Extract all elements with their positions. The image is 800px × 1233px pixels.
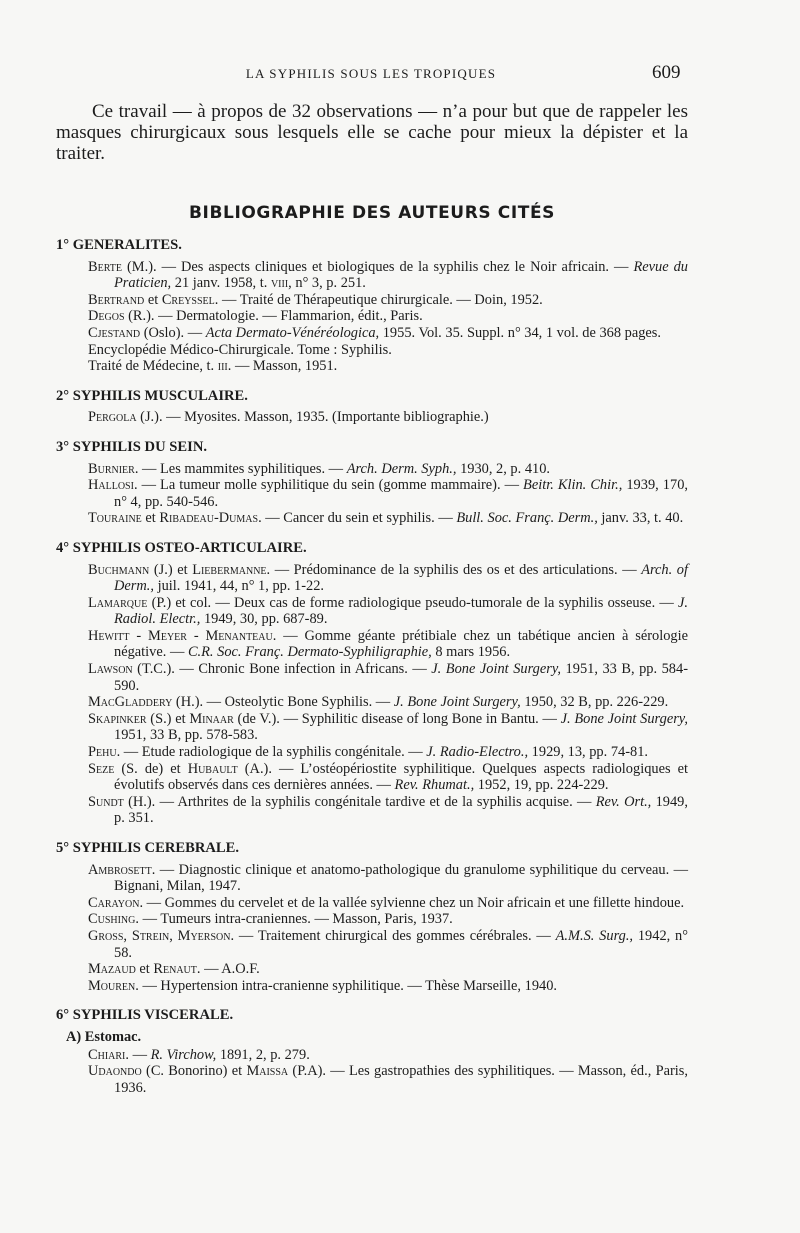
reference-entry xyxy=(88,259,688,292)
bibliography xyxy=(56,237,688,1109)
section-heading: 4° SYPHILIS OSTEO-ARTICULAIRE. xyxy=(56,539,307,556)
reference-entry xyxy=(88,325,688,342)
section-subheading: A) Estomac. xyxy=(66,1028,142,1045)
bibliography-section xyxy=(56,540,688,827)
reference-text: 21 janv. 1958, t. xyxy=(171,275,271,292)
page-number: 609 xyxy=(652,62,681,83)
reference-entry xyxy=(88,461,688,478)
reference-text: . — Hypertension intra-cranienne syphilitique. — Thèse Marseille, 1940. xyxy=(135,977,558,994)
reference-text: 1939, 170, n° 4, pp. 540-546. xyxy=(114,477,688,510)
reference-author: MacGladdery xyxy=(88,694,173,711)
section-heading: 6° SYPHILIS VISCERALE. xyxy=(56,1007,234,1024)
reference-author: Maissa xyxy=(246,1063,289,1080)
reference-author: Ambrosett xyxy=(88,861,152,878)
reference-text: , n° 3, p. 251. xyxy=(288,275,366,292)
reference-journal: J. Radiol. Electr., xyxy=(114,594,688,628)
reference-author: Hallosi xyxy=(88,477,134,494)
reference-text: (de V.). — Syphilitic disease of long Bone in Bantu. — xyxy=(233,710,561,727)
reference-text: Encyclopédie Médico-Chirurgicale. Tome : Syphilis. xyxy=(88,341,392,358)
intro-paragraph xyxy=(56,101,688,164)
reference-text: . — xyxy=(125,1046,151,1063)
reference-entry xyxy=(88,292,688,309)
reference-entry xyxy=(88,562,688,595)
reference-text: Traité de Médecine, t. xyxy=(88,358,218,375)
reference-journal: Revue du Praticien, xyxy=(114,258,688,292)
reference-author: Touraine xyxy=(88,510,142,527)
reference-journal: J. Bone Joint Surgery, xyxy=(393,694,521,711)
reference-text: . — Traitement chirurgical des gommes cérébrales. — xyxy=(230,927,556,944)
reference-text: (S.) et xyxy=(146,710,190,727)
reference-entry xyxy=(88,628,688,661)
reference-author: Chiari xyxy=(88,1046,126,1063)
reference-text: . — Les mammites syphilitiques. — xyxy=(134,460,347,477)
reference-author: Cushing xyxy=(88,911,136,928)
reference-journal: A.M.S. Surg., xyxy=(555,927,634,944)
reference-journal: Rev. Rhumat., xyxy=(394,777,475,794)
reference-journal: Rev. Ort., xyxy=(595,793,652,810)
section-heading: 5° SYPHILIS CEREBRALE. xyxy=(56,840,240,856)
reference-text: et xyxy=(144,291,162,308)
reference-entry xyxy=(88,358,688,375)
reference-entry xyxy=(88,694,688,711)
reference-text: 1949, 30, pp. 687-89. xyxy=(200,611,328,628)
reference-entry xyxy=(88,1047,688,1064)
reference-author: iii xyxy=(217,358,228,375)
reference-author: Burnier xyxy=(88,460,135,477)
reference-text: 1955. Vol. 35. Suppl. n° 34, 1 vol. de 368 pages. xyxy=(379,324,661,341)
intro-text: Ce travail — à propos de 32 observations — n’a pour but que de rappeler les masques chirurgicaux sous lesquels elle se cache pour mieux la dépister et la traiter. xyxy=(56,101,688,164)
reference-entry xyxy=(88,1063,688,1096)
bibliography-section xyxy=(56,388,688,426)
reference-entry xyxy=(88,308,688,325)
reference-author: Bertrand xyxy=(88,291,145,308)
section-heading: 3° SYPHILIS DU SEIN. xyxy=(56,438,208,455)
bibliography-section xyxy=(56,237,688,375)
reference-author: Lawson xyxy=(88,661,133,678)
reference-text: 1951, 33 B, pp. 578-583. xyxy=(114,727,258,744)
reference-entry xyxy=(88,761,688,794)
reference-entry xyxy=(88,661,688,694)
reference-author: Liebermanne xyxy=(192,561,267,578)
reference-entry xyxy=(88,510,688,527)
reference-text: (A.). — L’ostéopériostite syphilitique. Quelques aspects radiologiques et évolutifs observés dans ces dernières années. — xyxy=(114,760,689,794)
reference-text: . — La tumeur molle syphilitique du sein (gomme mammaire). — xyxy=(133,477,524,494)
reference-author: Pehu xyxy=(88,744,117,761)
reference-journal: Acta Dermato-Vénéréologica, xyxy=(205,324,380,341)
reference-text: (H.). — Osteolytic Bone Syphilis. — xyxy=(172,694,394,711)
reference-text: (T.C.). — Chronic Bone infection in Africans. — xyxy=(132,661,432,678)
reference-text: 8 mars 1956. xyxy=(431,644,511,661)
reference-journal: Arch. of Derm., xyxy=(114,561,688,595)
reference-journal: J. Bone Joint Surgery, xyxy=(431,661,562,678)
reference-text: (J.). — Myosites. Masson, 1935. (Importante bibliographie.) xyxy=(136,409,489,426)
bibliography-section xyxy=(56,439,688,527)
reference-author: Creyssel xyxy=(161,291,215,308)
reference-author: Gross, Strein, Myerson xyxy=(88,927,231,944)
reference-author: Lamarque xyxy=(88,594,148,611)
reference-text: . — Masson, 1951. xyxy=(227,358,338,375)
reference-text: juil. 1941, 44, n° 1, pp. 1-22. xyxy=(153,578,325,595)
reference-author: Renaut xyxy=(153,961,197,978)
reference-author: Ribadeau-Dumas xyxy=(159,510,259,527)
reference-author: Udaondo xyxy=(88,1063,142,1080)
reference-text: (R.). — Dermatologie. — Flammarion, édit., Paris. xyxy=(124,308,423,325)
reference-author: Berte xyxy=(88,258,122,275)
reference-author: Hewitt - Meyer - Menanteau xyxy=(88,627,273,644)
reference-author: Sundt xyxy=(88,793,124,810)
reference-author: Buchmann xyxy=(88,561,150,578)
reference-journal: Beitr. Klin. Chir., xyxy=(523,477,623,494)
reference-entry xyxy=(88,911,688,928)
reference-text: . — Gommes du cervelet et de la vallée sylvienne chez un Noir africain et une fillette hindoue. xyxy=(139,894,685,911)
reference-author: Skapinker xyxy=(88,710,147,727)
reference-text: . — Cancer du sein et syphilis. — xyxy=(258,510,457,527)
bibliography-section xyxy=(56,840,688,994)
reference-text: (H.). — Arthrites de la syphilis congénitale tardive et de la syphilis acquise. — xyxy=(123,793,596,810)
reference-text: . — Tumeurs intra-craniennes. — Masson, Paris, 1937. xyxy=(135,911,453,928)
reference-author: viii xyxy=(270,275,289,292)
reference-author: Cjestand xyxy=(88,324,141,341)
reference-text: (M.). — Des aspects cliniques et biologiques de la syphilis chez le Noir africain. — xyxy=(122,258,634,275)
reference-journal: J. Radio-Electro., xyxy=(426,744,529,761)
reference-author: Mazaud xyxy=(88,961,136,978)
reference-text: (C. Bonorino) et xyxy=(141,1063,247,1080)
reference-entry xyxy=(88,978,688,995)
reference-author: Carayon xyxy=(88,894,140,911)
reference-author: Seze xyxy=(88,760,115,777)
running-head: LA SYPHILIS SOUS LES TROPIQUES xyxy=(245,66,497,81)
reference-text: (S. de) et xyxy=(114,760,188,777)
reference-text: 1942, n° 58. xyxy=(114,927,688,961)
reference-author: Pergola xyxy=(88,409,137,426)
section-heading: 1° GENERALITES. xyxy=(56,237,182,253)
reference-text: 1891, 2, p. 279. xyxy=(216,1046,310,1063)
reference-entry xyxy=(88,928,688,961)
reference-entry xyxy=(88,711,688,744)
reference-text: 1949, p. 351. xyxy=(114,793,688,827)
reference-journal: Arch. Derm. Syph., xyxy=(346,460,457,477)
reference-entry xyxy=(88,961,688,978)
reference-text: . — Diagnostic clinique et anatomo-pathologique du granulome syphilitique du cerveau. — Bignani, Milan, 1947. xyxy=(114,861,688,895)
reference-text: 1930, 2, p. 410. xyxy=(456,460,551,477)
reference-text: et xyxy=(135,961,154,978)
reference-entry xyxy=(88,595,688,628)
reference-entry xyxy=(88,342,688,359)
reference-entry xyxy=(88,477,688,510)
reference-text: . — Traité de Thérapeutique chirurgicale. — Doin, 1952. xyxy=(214,291,543,308)
reference-text: janv. 33, t. 40. xyxy=(597,510,684,527)
reference-text: et xyxy=(141,510,160,527)
reference-journal: R. Virchow, xyxy=(150,1046,217,1063)
reference-author: Minaar xyxy=(189,710,234,727)
reference-text: (P.) et col. — Deux cas de forme radiologique pseudo-tumorale de la syphilis osseuse. — xyxy=(147,594,678,611)
reference-entry xyxy=(88,794,688,827)
reference-entry xyxy=(88,895,688,912)
reference-text: 1952, 19, pp. 224-229. xyxy=(474,777,609,794)
reference-entry xyxy=(88,862,688,895)
reference-text: 1950, 32 B, pp. 226-229. xyxy=(520,694,669,711)
reference-text: 1951, 33 B, pp. 584-590. xyxy=(114,661,688,694)
section-heading: 2° SYPHILIS MUSCULAIRE. xyxy=(56,387,248,404)
reference-author: Degos xyxy=(88,308,125,325)
bibliography-title: BIBLIOGRAPHIE DES AUTEURS CITÉS xyxy=(188,203,556,223)
reference-author: Mouren xyxy=(88,977,136,994)
reference-text: (Oslo). — xyxy=(140,324,206,341)
reference-text: 1929, 13, pp. 74-81. xyxy=(528,744,648,761)
reference-author: Hubault xyxy=(187,760,238,777)
reference-text: . — Prédominance de la syphilis des os et des articulations. — xyxy=(266,561,642,578)
reference-entry xyxy=(88,744,688,761)
reference-text: . — Etude radiologique de la syphilis congénitale. — xyxy=(116,744,427,761)
reference-journal: Bull. Soc. Franç. Derm., xyxy=(456,510,598,527)
reference-journal: J. Bone Joint Surgery, xyxy=(560,710,688,727)
reference-entry xyxy=(88,409,688,426)
bibliography-section xyxy=(56,1007,688,1096)
reference-text: . — Gomme géante prétibiale chez un tabétique ancien à sérologie négative. — xyxy=(114,627,688,661)
reference-journal: C.R. Soc. Franç. Dermato-Syphiligraphie, xyxy=(187,644,432,661)
reference-text: . — A.O.F. xyxy=(196,961,260,978)
reference-text: (J.) et xyxy=(149,561,193,578)
reference-text: (P.A). — Les gastropathies des syphilitiques. — Masson, éd., Paris, 1936. xyxy=(114,1063,688,1096)
